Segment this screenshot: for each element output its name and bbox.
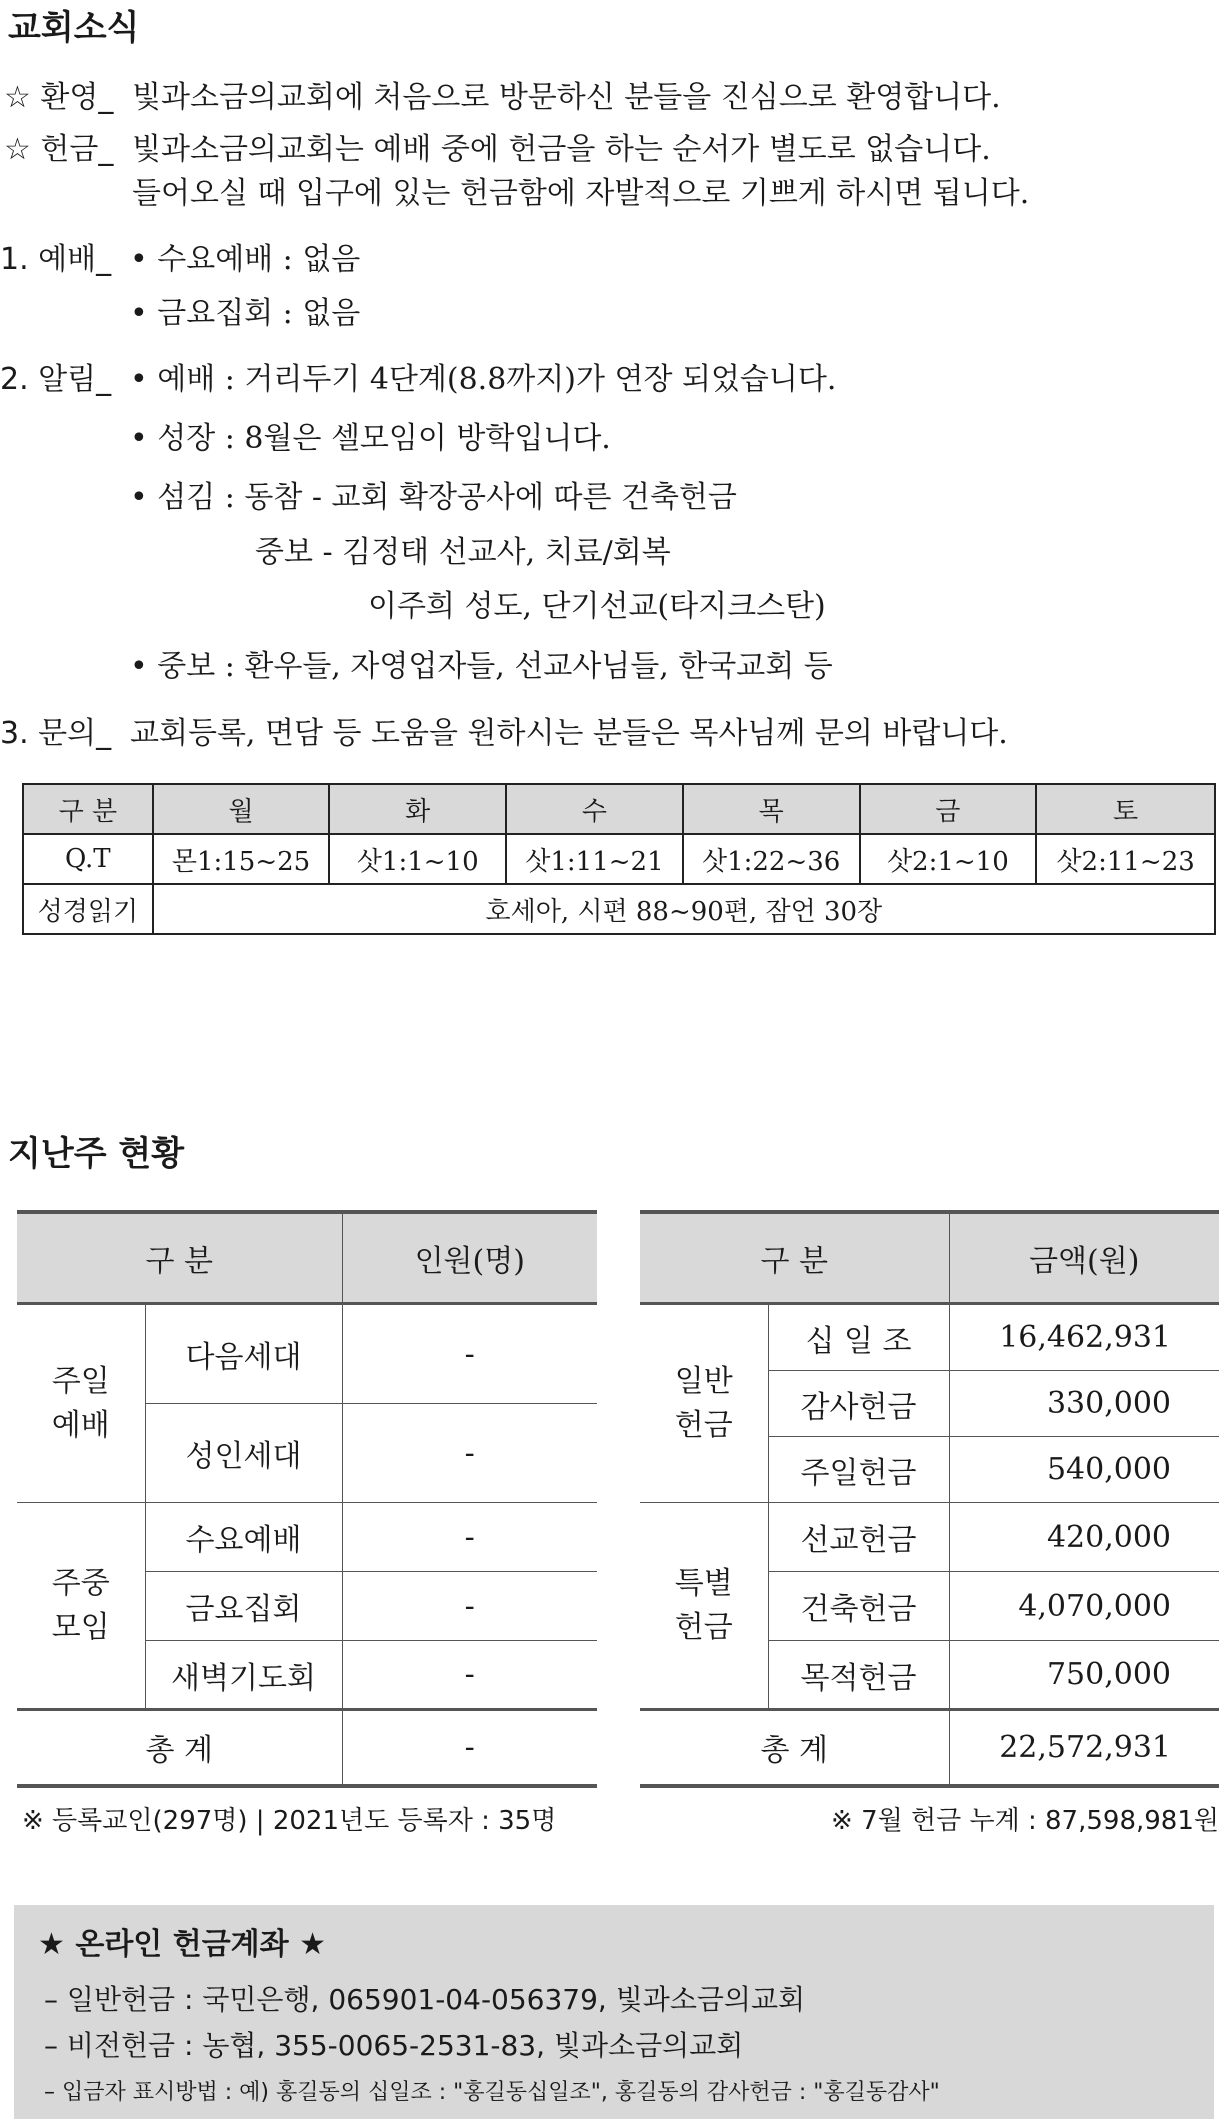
inquiry-label: 3. 문의_ — [0, 716, 112, 751]
depositor-name-guide: – 입금자 표시방법 : 예) 홍길동의 십일조 : "홍길동십일조", 홍길동의 감사헌금 : "홍길동감사" — [44, 2080, 940, 2105]
adult-label: 성인세대 — [145, 1404, 342, 1503]
wednesday-label: 수요예배 — [145, 1503, 342, 1572]
weekday-group: 주중 모임 — [17, 1503, 145, 1710]
tithe-amount: 16,462,931 — [949, 1304, 1219, 1371]
registered-members-note: ※ 등록교인(297명) | 2021년도 등록자 : 35명 — [22, 1806, 557, 1836]
offering-label: ☆ 헌금_ — [4, 132, 114, 167]
online-offering-box — [14, 1905, 1214, 2119]
vision-offering-account: – 비전헌금 : 농협, 355-0065-2531-83, 빛과소금의교회 — [44, 2029, 744, 2062]
weekly-reading-table — [22, 783, 1216, 935]
notice-item-service: • 섬김 : 동참 - 교회 확장공사에 따른 건축헌금 — [130, 480, 737, 515]
qt-cell: 삿2:11~23 — [1036, 834, 1215, 884]
worship-label: 1. 예배_ — [0, 242, 112, 277]
offerings-total-row — [640, 1710, 1219, 1786]
table-row — [640, 1304, 1219, 1371]
welcome-text: 빛과소금의교회에 처음으로 방문하신 분들을 진심으로 환영합니다. — [132, 80, 1001, 115]
purpose-label: 목적헌금 — [768, 1641, 949, 1710]
table-row — [17, 1503, 597, 1572]
notice-item-worship: • 예배 : 거리두기 4단계(8.8까지)가 연장 되었습니다. — [130, 362, 837, 397]
next-gen-count: - — [342, 1304, 597, 1404]
sunday-offering-amount: 540,000 — [949, 1437, 1219, 1503]
news-title: 교회소식 — [8, 8, 140, 48]
notice-item-service-intercession: 중보 - 김정태 선교사, 치료/회복 — [255, 535, 671, 570]
header-cell: 구 분 — [23, 784, 153, 834]
friday-label: 금요집회 — [145, 1572, 342, 1641]
inquiry-text: 교회등록, 면담 등 도움을 원하시는 분들은 목사님께 문의 바랍니다. — [130, 716, 1008, 751]
attendance-total: - — [342, 1710, 597, 1786]
header-cell: 화 — [329, 784, 506, 834]
dawn-count: - — [342, 1641, 597, 1710]
tithe-label: 십 일 조 — [768, 1304, 949, 1371]
attendance-header-row — [17, 1212, 597, 1304]
offerings-header-row — [640, 1212, 1219, 1304]
offering-text-1: 빛과소금의교회는 예배 중에 헌금을 하는 순서가 별도로 없습니다. — [132, 132, 991, 167]
header-cell: 수 — [506, 784, 683, 834]
attendance-header-category: 구 분 — [17, 1212, 342, 1304]
attendance-header-count: 인원(명) — [342, 1212, 597, 1304]
offerings-header-category: 구 분 — [640, 1212, 949, 1304]
general-offering-group: 일반 헌금 — [640, 1304, 768, 1503]
reading-label: 성경읽기 — [23, 884, 153, 934]
qt-cell: 삿1:11~21 — [506, 834, 683, 884]
qt-label: Q.T — [23, 834, 153, 884]
attendance-table — [17, 1210, 597, 1788]
header-cell: 목 — [683, 784, 860, 834]
status-title: 지난주 현황 — [8, 1134, 185, 1174]
thanks-label: 감사헌금 — [768, 1371, 949, 1437]
online-offering-title: ★ 온라인 헌금계좌 ★ — [38, 1927, 326, 1962]
notice-item-service-intercession-2: 이주희 성도, 단기선교(타지크스탄) — [368, 589, 826, 624]
table-row — [640, 1503, 1219, 1572]
attendance-total-label: 총 계 — [17, 1710, 342, 1786]
header-cell: 금 — [860, 784, 1037, 834]
monthly-offering-note: ※ 7월 헌금 누계 : 87,598,981원 — [831, 1806, 1219, 1836]
table-header-row — [23, 784, 1215, 834]
table-row — [17, 1304, 597, 1404]
worship-item-wednesday: • 수요예배 : 없음 — [130, 242, 361, 277]
sunday-offering-label: 주일헌금 — [768, 1437, 949, 1503]
offerings-header-amount: 금액(원) — [949, 1212, 1219, 1304]
notice-item-prayer: • 중보 : 환우들, 자영업자들, 선교사님들, 한국교회 등 — [130, 649, 833, 684]
thanks-amount: 330,000 — [949, 1371, 1219, 1437]
qt-cell: 삿2:1~10 — [860, 834, 1037, 884]
mission-label: 선교헌금 — [768, 1503, 949, 1572]
next-gen-label: 다음세대 — [145, 1304, 342, 1404]
reading-cell: 호세아, 시편 88~90편, 잠언 30장 — [153, 884, 1215, 934]
building-label: 건축헌금 — [768, 1572, 949, 1641]
notice-item-growth: • 성장 : 8월은 셀모임이 방학입니다. — [130, 421, 611, 456]
offerings-total-label: 총 계 — [640, 1710, 949, 1786]
qt-row — [23, 834, 1215, 884]
wednesday-count: - — [342, 1503, 597, 1572]
attendance-total-row — [17, 1710, 597, 1786]
building-amount: 4,070,000 — [949, 1572, 1219, 1641]
offering-text-2: 들어오실 때 입구에 있는 헌금함에 자발적으로 기쁘게 하시면 됩니다. — [132, 176, 1030, 211]
qt-cell: 삿1:1~10 — [329, 834, 506, 884]
general-offering-account: – 일반헌금 : 국민은행, 065901-04-056379, 빛과소금의교회 — [44, 1983, 806, 2016]
qt-cell: 몬1:15~25 — [153, 834, 330, 884]
offerings-total: 22,572,931 — [949, 1710, 1219, 1786]
mission-amount: 420,000 — [949, 1503, 1219, 1572]
friday-count: - — [342, 1572, 597, 1641]
header-cell: 토 — [1036, 784, 1215, 834]
qt-cell: 삿1:22~36 — [683, 834, 860, 884]
sunday-worship-group: 주일 예배 — [17, 1304, 145, 1503]
purpose-amount: 750,000 — [949, 1641, 1219, 1710]
offerings-table — [640, 1210, 1219, 1788]
dawn-label: 새벽기도회 — [145, 1641, 342, 1710]
header-cell: 월 — [153, 784, 330, 834]
adult-count: - — [342, 1404, 597, 1503]
special-offering-group: 특별 헌금 — [640, 1503, 768, 1710]
notice-label: 2. 알림_ — [0, 362, 112, 397]
reading-row — [23, 884, 1215, 934]
welcome-label: ☆ 환영_ — [4, 80, 114, 115]
worship-item-friday: • 금요집회 : 없음 — [130, 296, 361, 331]
